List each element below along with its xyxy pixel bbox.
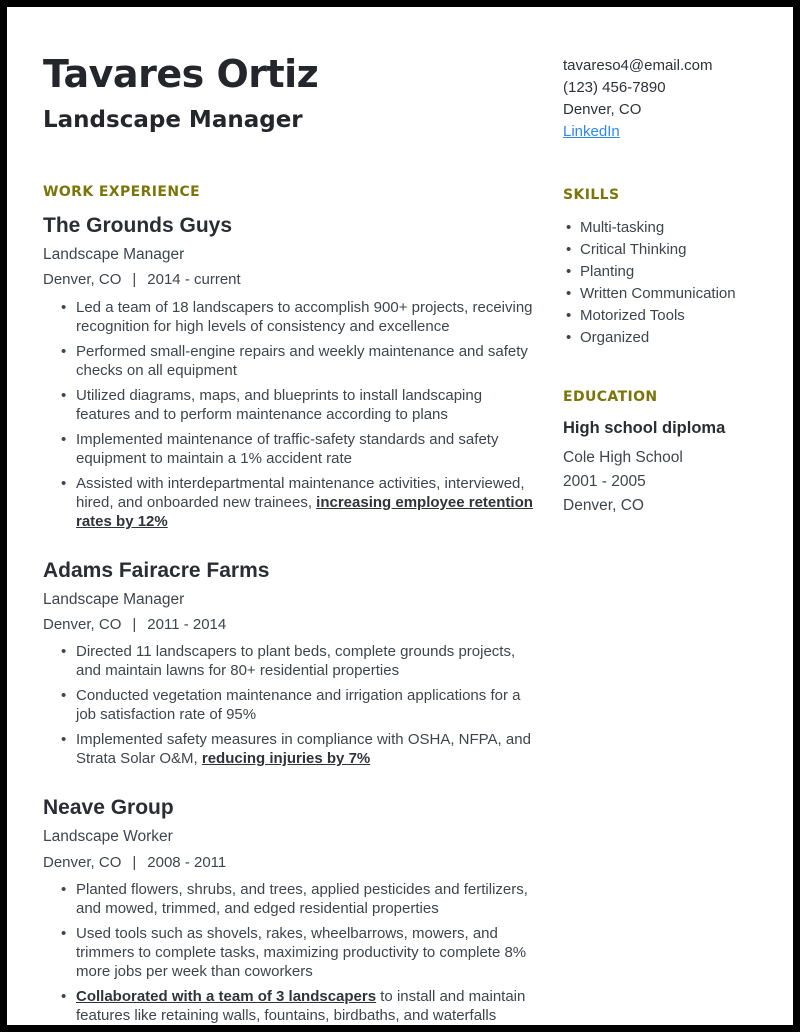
- bullet-text: Assisted with interdepartmental maintenance activities, interviewed, hired, and onboarded new trainees,: [76, 474, 525, 511]
- skill-item: • Multi-tasking: [580, 217, 769, 239]
- company-name: Neave Group: [43, 796, 174, 820]
- education-degree: High school diploma: [563, 419, 726, 437]
- bullet-item: [76, 880, 535, 918]
- bullet-emphasis: reducing injuries by 7%: [201, 750, 371, 768]
- main-column: [43, 37, 535, 1032]
- contact-block: [563, 55, 769, 143]
- bullet-text: Conducted vegetation maintenance and irrigation applications for a job satisfaction rate of 95%: [76, 687, 521, 724]
- education-block: [563, 418, 769, 518]
- bullet-item: [76, 924, 535, 981]
- bullet-item: [76, 686, 535, 724]
- bullet-text: Led a team of 18 landscapers to accomplish 900+ projects, receiving recognition for high levels of consistency and excellence: [76, 298, 533, 335]
- job-role: Landscape Manager: [43, 590, 185, 608]
- job-meta: [43, 270, 535, 290]
- skill-item: • Written Communication: [580, 283, 769, 305]
- skill-item: • Motorized Tools: [580, 305, 769, 327]
- bullet-item: [76, 430, 535, 468]
- bullet-item: [76, 386, 535, 424]
- person-name: Tavares Ortiz: [43, 52, 319, 96]
- job-entry: [43, 214, 535, 531]
- job-location: Denver, CO: [43, 853, 122, 871]
- job-dates: 2011 - 2014: [147, 615, 227, 633]
- contact-phone: (123) 456-7890: [563, 79, 666, 96]
- education-location: Denver, CO: [563, 496, 644, 514]
- job-location: Denver, CO: [43, 271, 122, 289]
- skill-item: • Critical Thinking: [580, 239, 769, 261]
- bullet-item: [76, 987, 535, 1025]
- bullet-emphasis: Collaborated with a team of 3 landscapers: [76, 988, 377, 1006]
- meta-separator: |: [132, 853, 137, 871]
- bullet-text: Performed small-engine repairs and weekly maintenance and safety checks on all equipment: [76, 342, 528, 379]
- education-dates: 2001 - 2005: [563, 472, 646, 490]
- job-bullets: [43, 880, 535, 1025]
- bullet-item: [76, 298, 535, 336]
- job-dates: 2008 - 2011: [147, 853, 227, 871]
- bullet-text: Directed 11 landscapers to plant beds, complete grounds projects, and maintain lawns for 80+ residential properties: [76, 643, 516, 680]
- job-dates: 2014 - current: [147, 271, 241, 289]
- company-name: The Grounds Guys: [43, 213, 233, 237]
- job-meta: [43, 615, 535, 635]
- bullet-text: Implemented maintenance of traffic-safety standards and safety equipment to maintain a 1% accident rate: [76, 430, 499, 467]
- job-role: Landscape Manager: [43, 245, 185, 263]
- bullet-text: Implemented safety measures in compliance with OSHA, NFPA, and Strata Solar O&M,: [76, 731, 531, 768]
- job-location: Denver, CO: [43, 615, 122, 633]
- bullet-emphasis: increasing employee retention rates by 12%: [76, 493, 533, 530]
- bullet-item: [76, 474, 535, 531]
- bullet-item: [76, 342, 535, 380]
- person-title: Landscape Manager: [43, 106, 303, 133]
- bullet-item: [76, 642, 535, 680]
- job-role: Landscape Worker: [43, 828, 173, 846]
- meta-separator: |: [132, 615, 137, 633]
- bullet-text: Utilized diagrams, maps, and blueprints to install landscaping features and to perform maintenance according to plans: [76, 386, 483, 423]
- job-entry: [43, 796, 535, 1025]
- resume-grid: [43, 37, 769, 1032]
- contact-location: Denver, CO: [563, 101, 642, 118]
- work-experience-heading: WORK EXPERIENCE: [43, 184, 201, 201]
- skills-heading: SKILLS: [563, 187, 620, 203]
- education-heading: EDUCATION: [563, 388, 658, 405]
- job-bullets: [43, 642, 535, 768]
- bullet-item: [76, 730, 535, 768]
- meta-separator: |: [132, 271, 137, 289]
- linkedin-link[interactable]: LinkedIn: [563, 123, 620, 140]
- skill-item: • Planting: [580, 261, 769, 283]
- sidebar-column: [563, 37, 769, 1032]
- bullet-text: Planted flowers, shrubs, and trees, applied pesticides and fertilizers, and mowed, trimmed, and edged residential properties: [76, 881, 528, 918]
- contact-email: tavareso4@email.com: [563, 57, 713, 74]
- job-bullets: [43, 298, 535, 531]
- education-school: Cole High School: [563, 448, 683, 466]
- company-name: Adams Fairacre Farms: [43, 558, 270, 582]
- job-meta: [43, 853, 535, 873]
- skills-list: [563, 217, 769, 349]
- skill-item: • Organized: [580, 327, 769, 349]
- job-entry: [43, 559, 535, 769]
- bullet-text: Used tools such as shovels, rakes, wheelbarrows, mowers, and trimmers to complete tasks, maximizing productivity to complete 8% more jobs per week than coworkers: [76, 925, 527, 981]
- bullet-text: to install and maintain features like retaining walls, fountains, birdbaths, and waterfalls: [76, 988, 526, 1025]
